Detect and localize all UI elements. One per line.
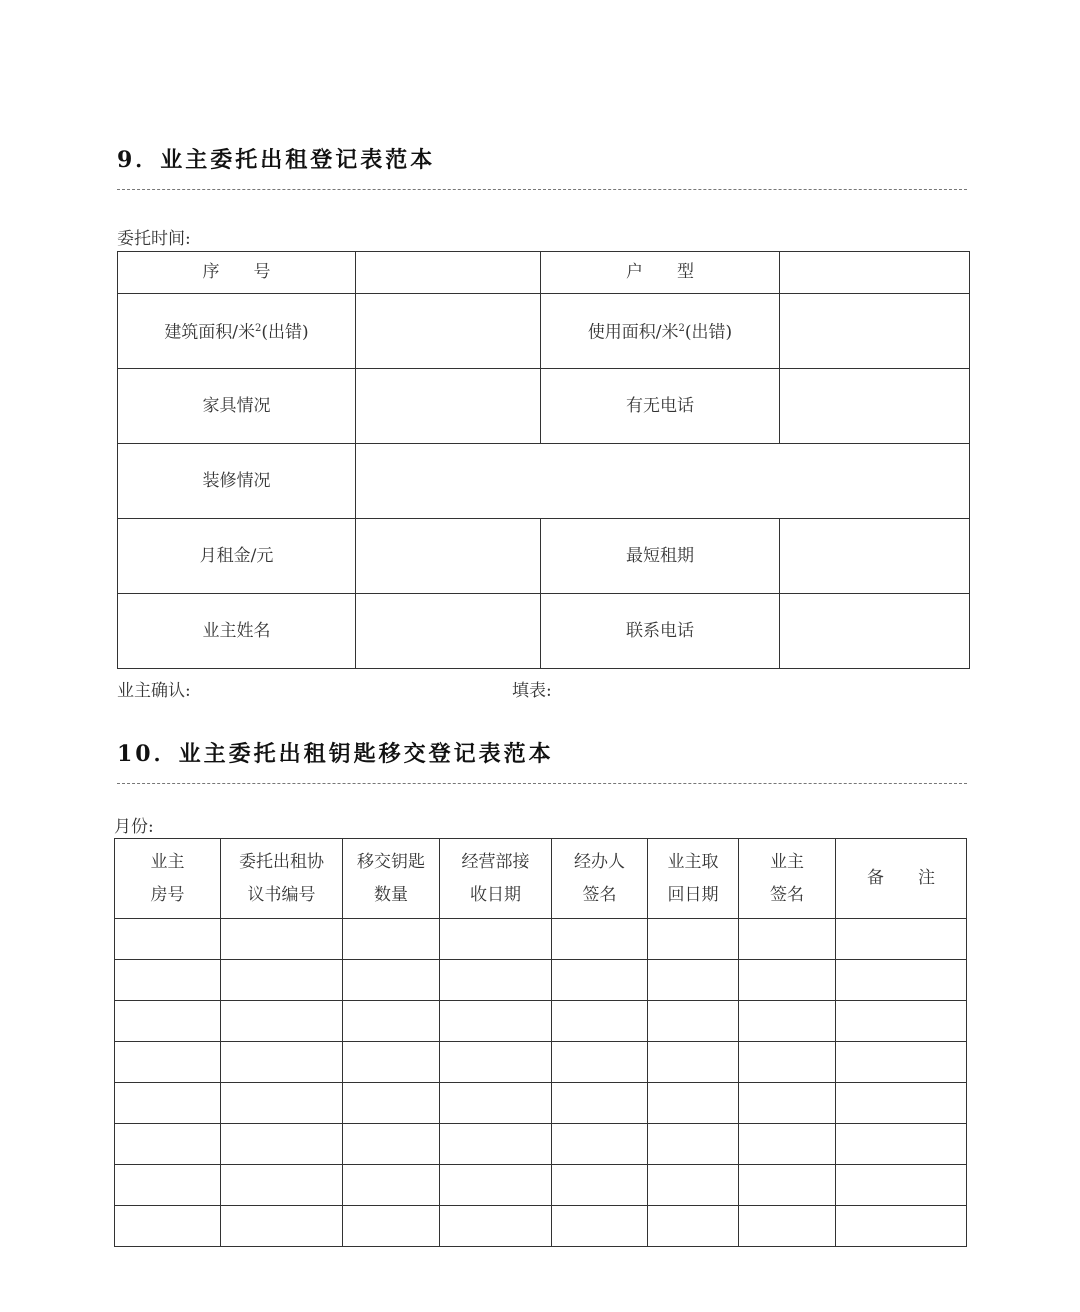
usable-area-suffix: (出错) <box>684 322 733 343</box>
table-cell[interactable] <box>739 960 836 1001</box>
table-cell[interactable] <box>440 1042 552 1083</box>
phone-availability-field[interactable] <box>780 369 970 444</box>
table-cell[interactable] <box>739 1165 836 1206</box>
header-line: 业主 <box>770 851 804 872</box>
key-handover-table <box>114 838 967 1247</box>
header-agreement-number <box>221 839 343 919</box>
table-cell[interactable] <box>343 1206 440 1247</box>
furniture-field[interactable] <box>356 369 541 444</box>
form-row <box>118 594 970 669</box>
table-cell[interactable] <box>221 960 343 1001</box>
table-cell[interactable] <box>648 960 739 1001</box>
min-lease-field[interactable] <box>780 519 970 594</box>
table-cell[interactable] <box>221 919 343 960</box>
table-cell[interactable] <box>648 1042 739 1083</box>
table-cell[interactable] <box>115 1124 221 1165</box>
header-line: 房号 <box>150 884 185 905</box>
header-line: 数量 <box>374 884 408 905</box>
table-cell[interactable] <box>440 1165 552 1206</box>
table-cell[interactable] <box>552 1206 648 1247</box>
table-row <box>115 1042 967 1083</box>
table-cell[interactable] <box>115 960 221 1001</box>
contact-phone-label: 联系电话 <box>541 594 780 669</box>
table-cell[interactable] <box>115 1083 221 1124</box>
header-line: 经办人 <box>574 851 625 872</box>
table-cell[interactable] <box>343 919 440 960</box>
building-area-text: 建筑面积/米 <box>164 322 256 343</box>
table-cell[interactable] <box>115 1001 221 1042</box>
table-cell[interactable] <box>343 960 440 1001</box>
table-cell[interactable] <box>221 1165 343 1206</box>
building-area-suffix: (出错) <box>261 322 309 343</box>
form-row <box>118 519 970 594</box>
table-row <box>115 1124 967 1165</box>
table-cell[interactable] <box>221 1001 343 1042</box>
table-row <box>115 1083 967 1124</box>
section9-title: 9．业主委托出租登记表范本 <box>117 147 436 173</box>
table-cell[interactable] <box>739 919 836 960</box>
table-cell[interactable] <box>440 1001 552 1042</box>
table-cell[interactable] <box>739 1206 836 1247</box>
table-cell[interactable] <box>836 1001 967 1042</box>
table-row <box>115 919 967 960</box>
table-cell[interactable] <box>836 1083 967 1124</box>
table-cell[interactable] <box>221 1083 343 1124</box>
month-label: 月份: <box>114 817 154 837</box>
header-line: 议书编号 <box>247 884 316 905</box>
building-area-field[interactable] <box>356 294 541 369</box>
header-line: 签名 <box>770 884 804 905</box>
unit-type-field[interactable] <box>780 252 970 294</box>
owner-name-label: 业主姓名 <box>118 594 356 669</box>
table-row <box>115 1206 967 1247</box>
table-cell[interactable] <box>648 1083 739 1124</box>
form-row <box>118 444 970 519</box>
furniture-label: 家具情况 <box>118 369 356 444</box>
table-cell[interactable] <box>440 960 552 1001</box>
table-header-row <box>115 839 967 919</box>
table-cell[interactable] <box>115 1042 221 1083</box>
table-cell[interactable] <box>552 960 648 1001</box>
header-handler-signature <box>552 839 648 919</box>
form-row <box>118 294 970 369</box>
building-area-sup: 2 <box>255 323 262 335</box>
building-area-label <box>118 294 356 369</box>
header-line: 业主取 <box>667 851 719 872</box>
unit-type-label: 户 型 <box>541 252 780 294</box>
section9-divider <box>117 189 967 190</box>
table-cell[interactable] <box>343 1083 440 1124</box>
usable-area-field[interactable] <box>780 294 970 369</box>
table-cell[interactable] <box>552 1001 648 1042</box>
header-line: 移交钥匙 <box>357 851 425 872</box>
table-cell[interactable] <box>836 1206 967 1247</box>
header-remarks <box>836 839 967 919</box>
table-cell[interactable] <box>552 1124 648 1165</box>
table-cell[interactable] <box>343 1042 440 1083</box>
table-cell[interactable] <box>115 919 221 960</box>
min-lease-label: 最短租期 <box>541 519 780 594</box>
table-row <box>115 960 967 1001</box>
table-cell[interactable] <box>115 1206 221 1247</box>
table-cell[interactable] <box>648 1124 739 1165</box>
key-handover-body <box>115 919 967 1247</box>
usable-area-label <box>541 294 780 369</box>
table-cell[interactable] <box>739 1083 836 1124</box>
table-cell[interactable] <box>739 1124 836 1165</box>
decoration-label: 装修情况 <box>118 444 356 519</box>
table-cell[interactable] <box>648 1165 739 1206</box>
table-cell[interactable] <box>221 1124 343 1165</box>
header-line: 委托出租协 <box>239 851 324 872</box>
header-key-count <box>343 839 440 919</box>
table-cell[interactable] <box>836 919 967 960</box>
table-cell[interactable] <box>836 1165 967 1206</box>
header-owner-signature <box>739 839 836 919</box>
monthly-rent-label: 月租金/元 <box>118 519 356 594</box>
table-cell[interactable] <box>115 1165 221 1206</box>
owner-name-field[interactable] <box>356 594 541 669</box>
usable-area-sup: 2 <box>678 323 685 335</box>
section10-title: 10．业主委托出租钥匙移交登记表范本 <box>117 741 554 767</box>
table-cell[interactable] <box>440 1124 552 1165</box>
table-cell[interactable] <box>836 1124 967 1165</box>
header-receipt-date <box>440 839 552 919</box>
table-cell[interactable] <box>343 1124 440 1165</box>
table-row <box>115 1001 967 1042</box>
owner-confirm-label: 业主确认: <box>117 681 191 701</box>
entrust-rental-form <box>117 251 970 669</box>
table-cell[interactable] <box>552 1083 648 1124</box>
table-cell[interactable] <box>648 1206 739 1247</box>
header-line: 收日期 <box>470 884 521 905</box>
header-room-number <box>115 839 221 919</box>
usable-area-text: 使用面积/米 <box>587 322 679 343</box>
table-cell[interactable] <box>552 1042 648 1083</box>
decoration-field[interactable] <box>356 444 970 519</box>
table-cell[interactable] <box>836 960 967 1001</box>
form-row <box>118 252 970 294</box>
table-cell[interactable] <box>343 1001 440 1042</box>
table-cell[interactable] <box>648 1001 739 1042</box>
table-cell[interactable] <box>440 1083 552 1124</box>
table-cell[interactable] <box>552 1165 648 1206</box>
table-cell[interactable] <box>221 1042 343 1083</box>
serial-number-field[interactable] <box>356 252 541 294</box>
table-cell[interactable] <box>343 1165 440 1206</box>
header-line: 回日期 <box>667 884 719 905</box>
table-cell[interactable] <box>648 919 739 960</box>
header-line: 备 注 <box>867 868 935 888</box>
table-cell[interactable] <box>739 1001 836 1042</box>
section10-divider <box>117 783 967 784</box>
header-line: 经营部接 <box>461 851 530 872</box>
monthly-rent-field[interactable] <box>356 519 541 594</box>
filler-label: 填表: <box>512 681 552 701</box>
header-line: 签名 <box>582 884 617 905</box>
serial-number-label: 序 号 <box>118 252 356 294</box>
table-cell[interactable] <box>440 919 552 960</box>
table-cell[interactable] <box>552 919 648 960</box>
form-row <box>118 369 970 444</box>
entrust-time-label: 委托时间: <box>117 229 191 249</box>
table-cell[interactable] <box>836 1042 967 1083</box>
table-cell[interactable] <box>739 1042 836 1083</box>
header-retrieval-date <box>648 839 739 919</box>
table-row <box>115 1165 967 1206</box>
table-cell[interactable] <box>440 1206 552 1247</box>
table-cell[interactable] <box>221 1206 343 1247</box>
header-line: 业主 <box>150 851 185 872</box>
phone-availability-label: 有无电话 <box>541 369 780 444</box>
contact-phone-field[interactable] <box>780 594 970 669</box>
